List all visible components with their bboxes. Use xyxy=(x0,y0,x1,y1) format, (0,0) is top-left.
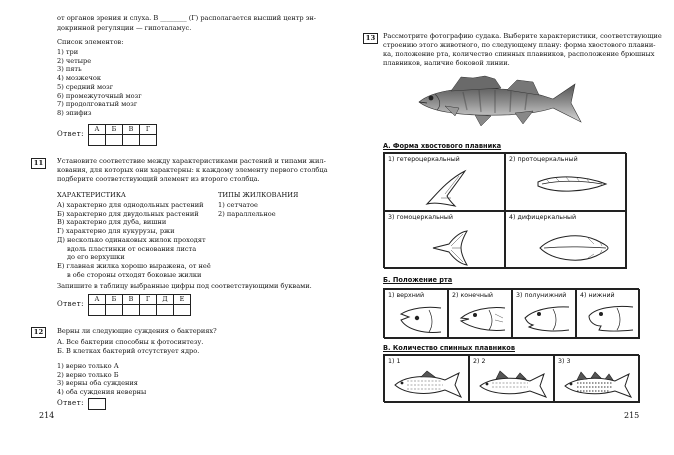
mouth-option-1[interactable] xyxy=(384,289,448,339)
answer-header: Е xyxy=(173,295,190,305)
option-item: 2) верно только Б xyxy=(57,370,119,379)
cell-label: 1) верхний xyxy=(388,292,425,299)
answer-cell[interactable] xyxy=(88,305,105,316)
characteristic-item: Б) характерно для двудольных растений xyxy=(57,209,199,218)
q13-text: плавников, наличие боковой линии. xyxy=(383,59,510,67)
characteristic-item: Г) характерно для кукурузы, ржи xyxy=(57,227,175,236)
dorsal-fin-option-3[interactable] xyxy=(554,355,640,403)
section-b-grid xyxy=(383,288,639,338)
dorsal-fin-option-1[interactable] xyxy=(384,355,469,403)
list-item: 3) пять xyxy=(57,65,82,74)
characteristic-item: Е) главная жилка хорошо выражена, от неё xyxy=(57,261,211,270)
cell-label: 4) нижний xyxy=(580,292,615,299)
q11-col1-title: ХАРАКТЕРИСТИКА xyxy=(57,191,126,199)
characteristic-item: А) характерно для однодольных растений xyxy=(57,201,204,209)
q12-question: Верны ли следующие суждения о бактериях? xyxy=(57,327,217,335)
q11-text: подберите соответствующий элемент из второго столбца. xyxy=(57,175,260,183)
answer-header: Б xyxy=(105,125,122,135)
fish-two-dorsal-fins-icon xyxy=(478,370,550,400)
intro-text-line: от органов зрения и слуха. В ________ (Г) располагается высший центр эн- xyxy=(57,14,317,22)
answer-header: Г xyxy=(139,125,156,135)
homocercal-tail-icon xyxy=(431,230,471,266)
answer-header: Д xyxy=(156,295,173,305)
cell-label: 3) гомоцеркальный xyxy=(388,214,453,221)
q12-statement-b: Б. В клетках бактерий отсутствует ядро. xyxy=(57,347,200,355)
list-item: 4) мозжечок xyxy=(57,74,101,83)
answer-header: В xyxy=(122,125,139,135)
inferior-mouth-head-icon xyxy=(587,304,635,334)
answer-cell[interactable] xyxy=(139,305,156,316)
answer-cell[interactable] xyxy=(156,305,173,316)
answer-cell[interactable] xyxy=(139,135,156,146)
type-item: 1) сетчатое xyxy=(218,201,258,209)
question-number-11: 11 xyxy=(31,158,46,169)
answer-header: А xyxy=(88,295,105,305)
q13-text: ка, положение рта, количество спинных плавников, расположение брюшных xyxy=(383,50,655,58)
answer-label: Ответ: xyxy=(57,130,84,139)
answer-cell[interactable] xyxy=(105,135,122,146)
q11-characteristics xyxy=(57,201,211,279)
list-item: 5) средний мозг xyxy=(57,82,114,91)
q12-statement-a: А. Все бактерии способны к фотосинтезу. xyxy=(57,338,204,346)
question-number-13: 13 xyxy=(363,33,378,44)
page-number: 215 xyxy=(624,411,640,420)
section-a-grid xyxy=(383,152,626,268)
fish-three-dorsal-fins-icon xyxy=(563,370,635,400)
characteristic-item: до его верхушки xyxy=(67,253,125,262)
tail-option-2[interactable] xyxy=(505,153,627,211)
intro-text-line: докринной регуляции — гипоталамус. xyxy=(57,24,192,32)
section-a-title: А. Форма хвостового плавника xyxy=(383,142,502,150)
list-title: Список элементов: xyxy=(57,38,124,46)
terminal-mouth-head-icon xyxy=(459,304,507,334)
fish-one-dorsal-fin-icon xyxy=(393,370,465,400)
cell-label: 4) дифицеркальный xyxy=(509,214,577,221)
subterminal-mouth-head-icon xyxy=(523,304,571,334)
right-page xyxy=(337,0,674,455)
q11-types xyxy=(218,201,276,218)
list-item: 8) эпифиз xyxy=(57,108,92,117)
q11-text: Установите соответствие между характеристиками растений и типами жил- xyxy=(57,157,326,165)
q11-instruction: Запишите в таблицу выбранные цифры под соответствующими буквами. xyxy=(57,282,312,290)
question-number-12: 12 xyxy=(31,327,46,338)
list-item: 1) три xyxy=(57,48,79,56)
characteristic-item: Д) несколько одинаковых жилок проходят xyxy=(57,235,206,244)
answer-header: А xyxy=(88,125,105,135)
dorsal-fin-option-2[interactable] xyxy=(469,355,554,403)
page-number: 214 xyxy=(39,411,55,420)
q13-text: строению этого животного, по следующему плану: форма хвостового плавни- xyxy=(383,41,656,49)
answer-label: Ответ: xyxy=(57,300,84,309)
diphycercal-tail-icon xyxy=(538,230,610,266)
q11-text: кования, для которых они характерны: к каждому элементу первого столбца xyxy=(57,166,328,174)
cell-label: 1) 1 xyxy=(388,358,401,365)
tail-option-1[interactable] xyxy=(384,153,505,211)
mouth-option-2[interactable] xyxy=(448,289,512,339)
characteristic-item: В) характерно для дуба, вишни xyxy=(57,218,167,227)
answer-label: Ответ: xyxy=(57,399,84,408)
mouth-option-3[interactable] xyxy=(512,289,576,339)
elements-list xyxy=(57,48,142,118)
list-item: 2) четыре xyxy=(57,56,92,65)
q12-options xyxy=(57,362,146,397)
zander-fish-image xyxy=(415,70,585,132)
section-b-title: Б. Положение рта xyxy=(383,276,453,284)
type-item: 2) параллельное xyxy=(218,209,276,218)
protocercal-tail-icon xyxy=(536,172,608,196)
answer-cell[interactable] xyxy=(88,135,105,146)
answer-table-11 xyxy=(57,294,191,316)
answer-cell[interactable] xyxy=(88,398,106,410)
answer-cell[interactable] xyxy=(122,135,139,146)
answer-cell[interactable] xyxy=(173,305,190,316)
option-item: 3) верны оба суждения xyxy=(57,379,138,388)
option-item: 1) верно только А xyxy=(57,362,119,370)
characteristic-item: в обе стороны отходят боковые жилки xyxy=(67,270,202,279)
tail-option-4[interactable] xyxy=(505,211,627,269)
cell-label: 3) полунижний xyxy=(516,292,567,299)
option-item: 4) оба суждения неверны xyxy=(57,388,147,397)
answer-header: В xyxy=(122,295,139,305)
q11-col2-title: ТИПЫ ЖИЛКОВАНИЯ xyxy=(218,191,299,199)
mouth-option-4[interactable] xyxy=(576,289,640,339)
heterocercal-tail-icon xyxy=(425,168,470,208)
section-v-title: В. Количество спинных плавников xyxy=(383,344,515,352)
list-item: 7) продолговатый мозг xyxy=(57,100,138,109)
tail-option-3[interactable] xyxy=(384,211,505,269)
q13-text: Рассмотрите фотографию судака. Выберите характеристики, соответствующие xyxy=(383,32,662,40)
answer-box-12 xyxy=(57,398,106,410)
cell-label: 2) протоцеркальный xyxy=(509,156,578,163)
answer-cell[interactable] xyxy=(122,305,139,316)
answer-header: Б xyxy=(105,295,122,305)
cell-label: 1) гетероцеркальный xyxy=(388,156,460,163)
cell-label: 2) 2 xyxy=(473,358,486,365)
cell-label: 2) конечный xyxy=(452,292,494,299)
answer-table-10 xyxy=(57,124,157,146)
upper-mouth-head-icon xyxy=(397,304,443,336)
answer-cell[interactable] xyxy=(105,305,122,316)
list-item: 6) промежуточный мозг xyxy=(57,91,142,100)
characteristic-item: вдоль пластинки от основания листа xyxy=(67,244,197,253)
cell-label: 3) 3 xyxy=(558,358,571,365)
answer-header: Г xyxy=(139,295,156,305)
section-v-grid xyxy=(383,354,639,402)
